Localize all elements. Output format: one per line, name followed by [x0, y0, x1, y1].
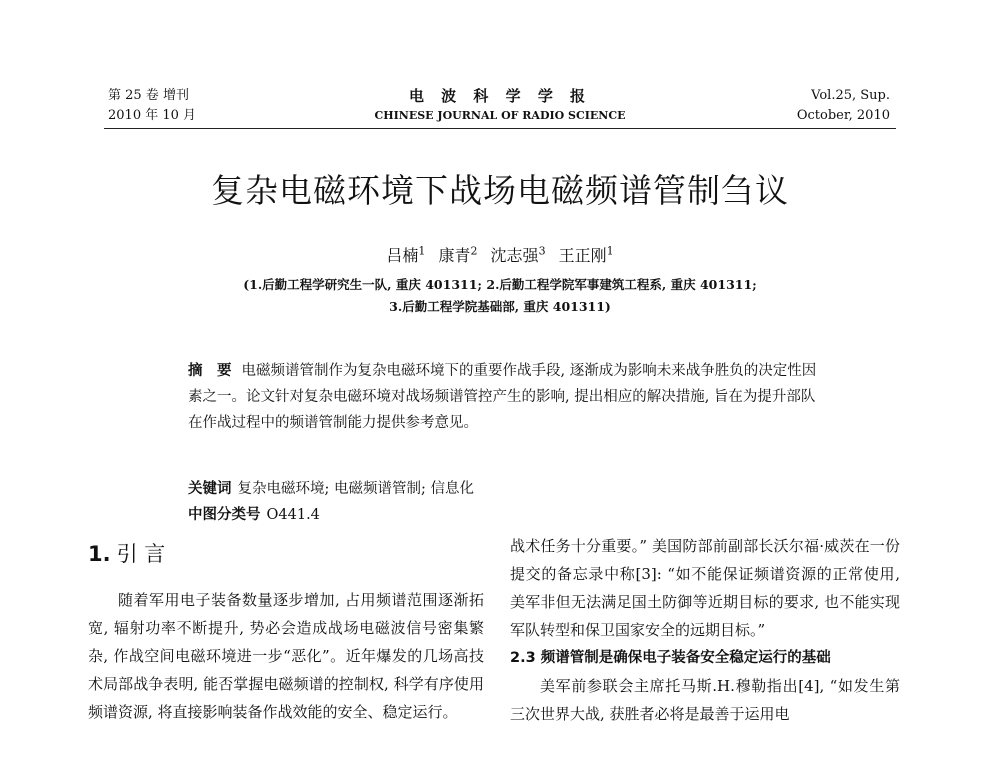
author-affil-mark: 1 [418, 244, 426, 258]
volume-en: Vol.25, Sup. [811, 88, 890, 103]
keywords-label: 关键词 [188, 481, 232, 497]
affiliation-line-1: (1.后勤工程学研究生一队, 重庆 401311; 2.后勤工程学院军事建筑工程系, 重庆 401311; [243, 277, 757, 292]
section-1-heading [88, 538, 165, 568]
date-en: October, 2010 [796, 108, 890, 123]
author-name: 康青 [438, 246, 471, 265]
volume-cn: 第 25 卷 增刊 [108, 88, 189, 103]
author [491, 246, 546, 265]
abstract-label: 摘 要 [188, 363, 232, 379]
date-cn: 2010 年 10 月 [108, 108, 197, 123]
journal-name-en: CHINESE JOURNAL OF RADIO SCIENCE [374, 109, 626, 122]
keywords [188, 476, 474, 502]
header-rule [104, 128, 896, 129]
author-name: 王正刚 [558, 246, 607, 265]
author-name: 吕楠 [386, 246, 419, 265]
paper-title: 复杂电磁环境下战场电磁频谱管制刍议 [211, 171, 789, 210]
author [559, 246, 614, 265]
right-column [510, 532, 900, 728]
right-paragraph-2: 美军前参联会主席托马斯.H.穆勒指出[4], “如发生第三次世界大战, 获胜者必将是最善于运用电 [510, 677, 900, 723]
author-affil-mark: 3 [538, 244, 546, 258]
abstract-text: 电磁频谱管制作为复杂电磁环境下的重要作战手段, 逐渐成为影响未来战争胜负的决定性因素之一。论文针对复杂电磁环境对战场频谱管控产生的影响, 提出相应的解决措施, 旨在为提升部队在作战过程中的频谱管制能力提供参考意见。 [188, 363, 817, 431]
author-list [0, 243, 1000, 266]
affiliations [0, 274, 1000, 318]
abstract [188, 358, 828, 436]
author [438, 246, 477, 265]
subsection-2-3-heading: 2.3 频谱管制是确保电子装备安全稳定运行的基础 [510, 650, 831, 666]
left-column-paragraph: 随着军用电子装备数量逐步增加, 占用频谱范围逐渐拓宽, 辐射功率不断提升, 势必会造成战场电磁波信号密集繁杂, 作战空间电磁环境进一步“恶化”。近年爆发的几场高技术局部战争表明, 能否掌握电磁频谱的控制权, 科学有序使用频谱资源, 将直接影响装备作战效能的安全、稳定运行。 [88, 591, 484, 721]
journal-name-cn: 电 波 科 学 学 报 [408, 87, 592, 105]
section-number: 1. [88, 542, 111, 566]
header-right [797, 86, 890, 126]
affiliation-line-2: 3.后勤工程学院基础部, 重庆 401311) [389, 299, 611, 314]
author-affil-mark: 1 [606, 244, 614, 258]
classification-code: O441.4 [266, 507, 320, 523]
section-title: 引 言 [116, 542, 166, 566]
author [386, 246, 425, 265]
classification [188, 502, 320, 528]
classification-label: 中图分类号 [188, 507, 261, 523]
keywords-text: 复杂电磁环境; 电磁频谱管制; 信息化 [237, 481, 474, 497]
right-paragraph-1: 战术任务十分重要。” 美国防部前副部长沃尔福·威茨在一份提交的备忘录中称[3]: “如不能保证频谱资源的正常使用, 美军非但无法满足国土防御等近期目标的要求, 也不能实现军队转型和保卫国家安全的远期目标。” [510, 537, 900, 639]
author-name: 沈志强 [490, 246, 539, 265]
author-affil-mark: 2 [470, 244, 478, 258]
